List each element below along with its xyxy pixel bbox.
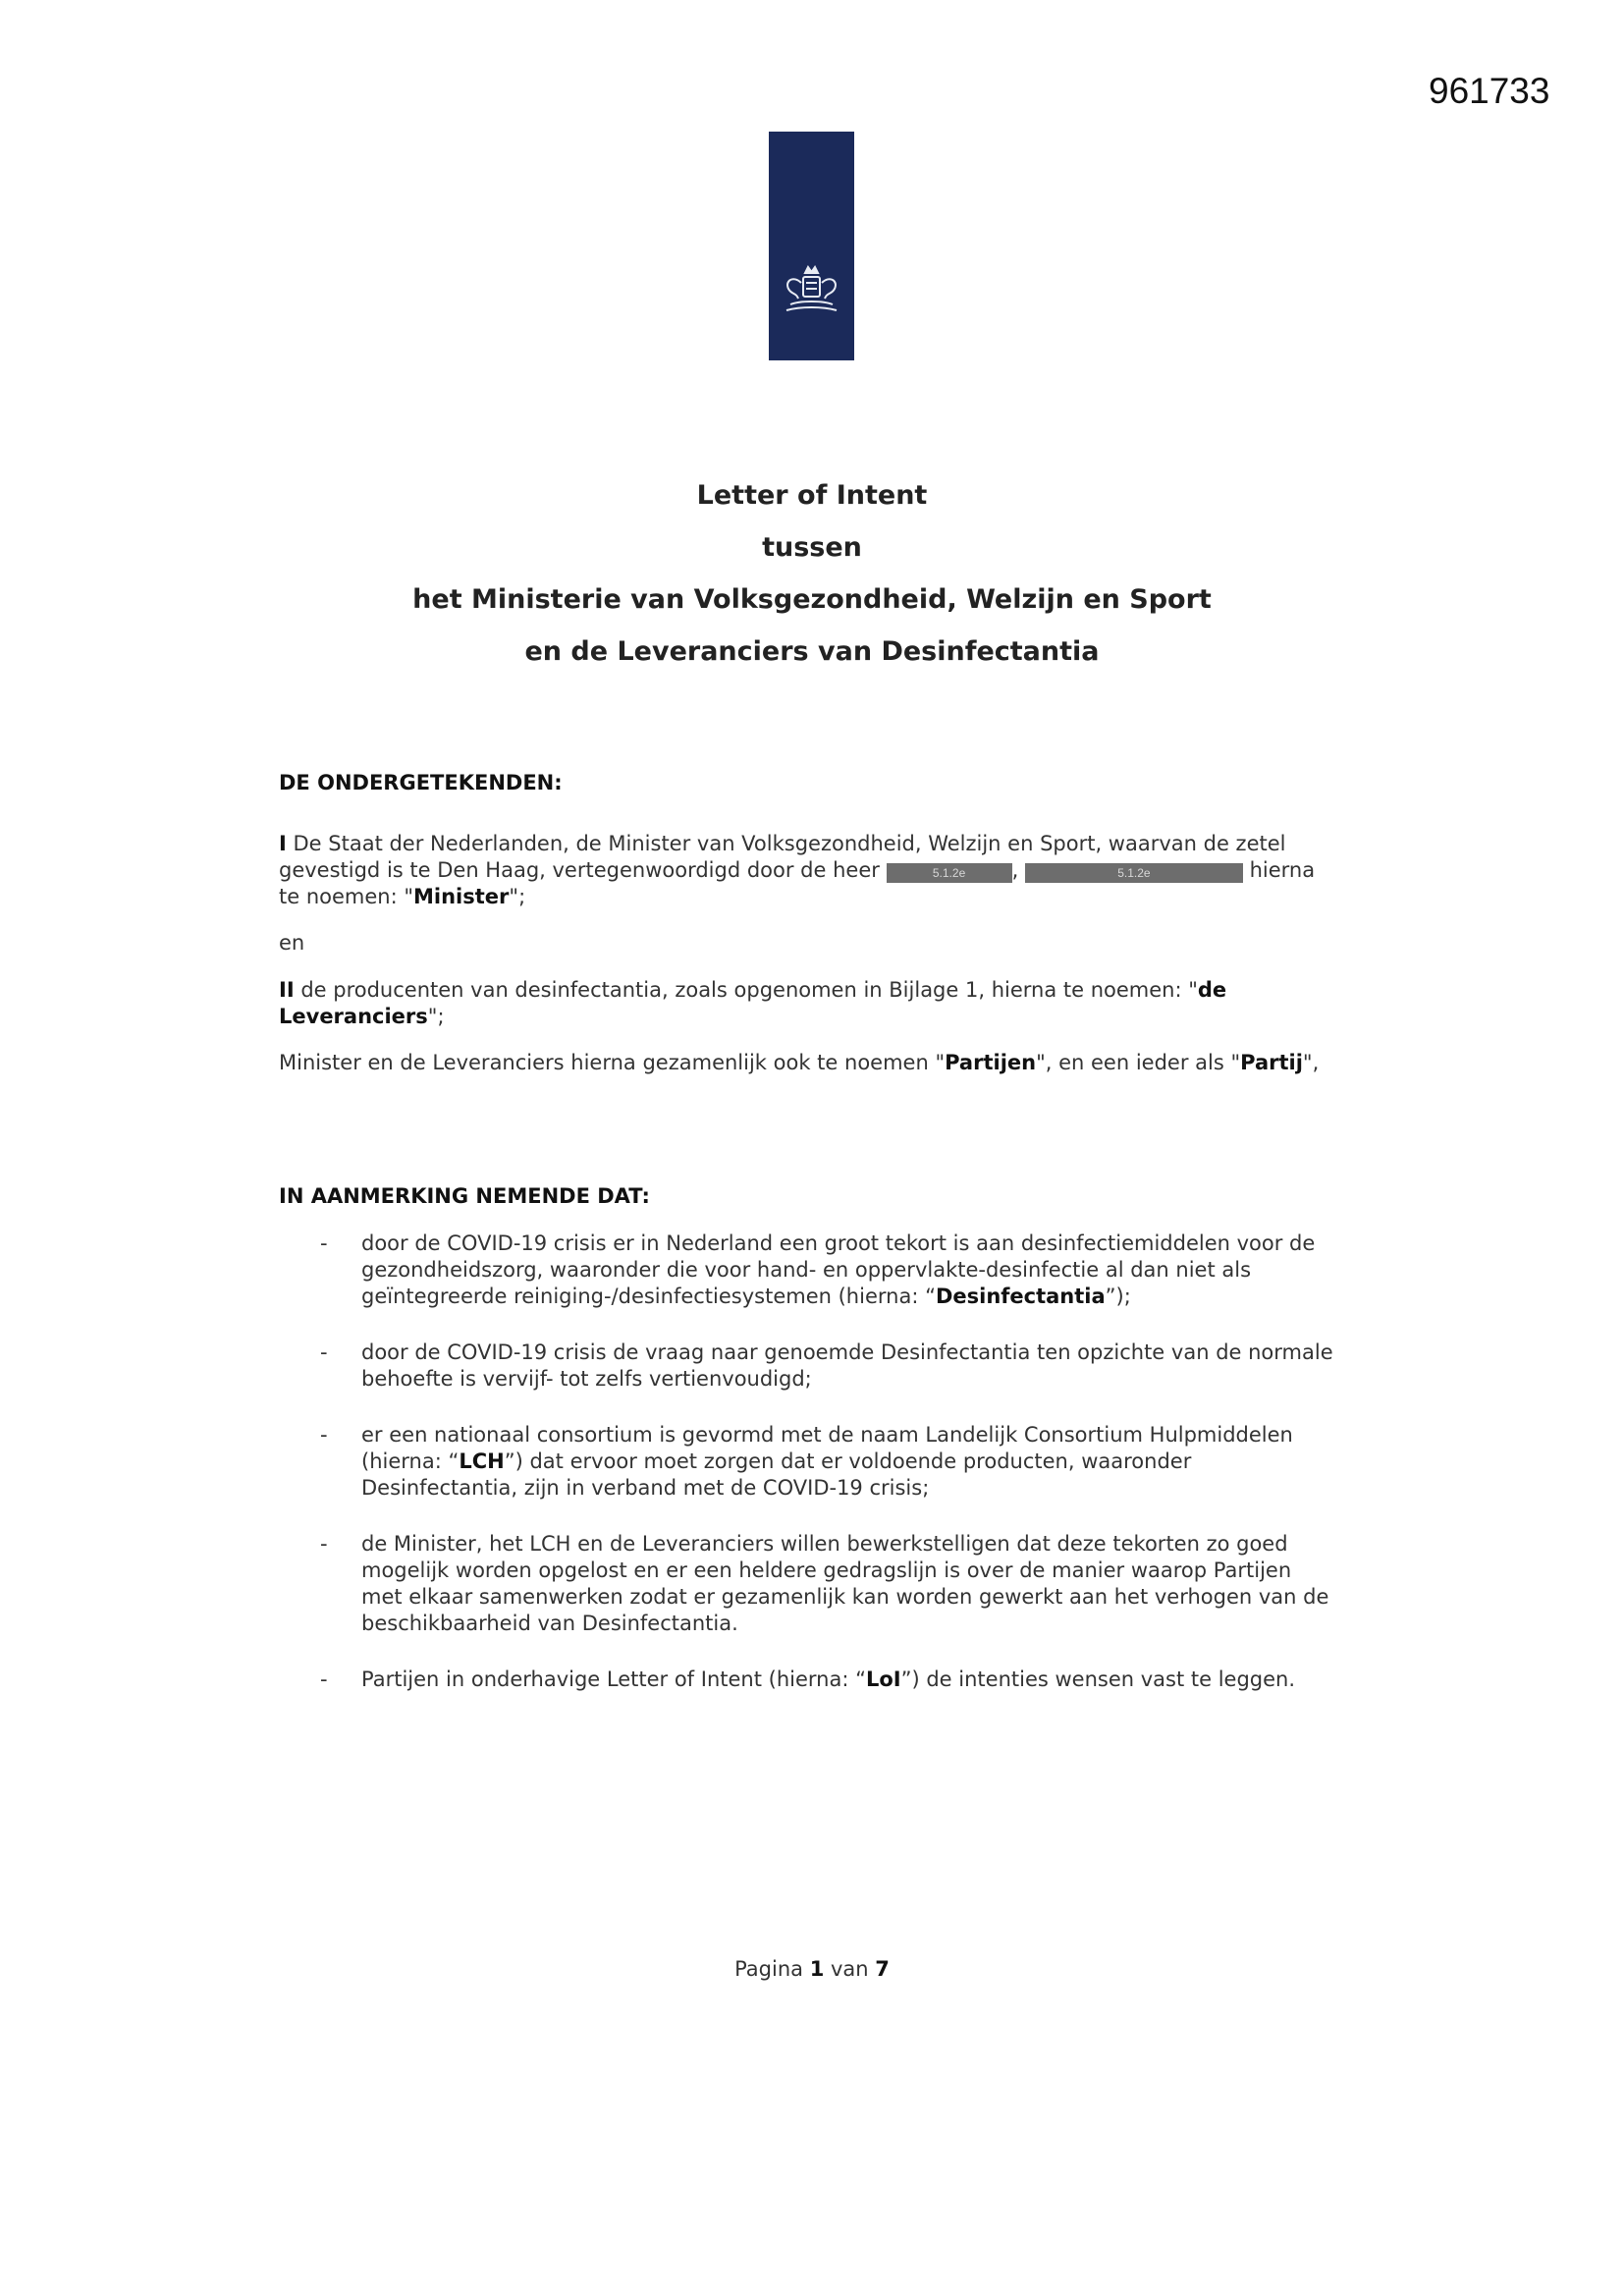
list-item	[279, 1667, 1334, 1693]
consideration-text: door de COVID-19 crisis de vraag naar genoemde Desinfectantia ten opzichte van de normale behoefte is vervijf- tot zelfs vertienvoudigd;	[361, 1340, 1333, 1391]
joint-end: ",	[1302, 1051, 1320, 1074]
list-dash: -	[320, 1231, 328, 1255]
redaction-box: 5.1.2e	[887, 863, 1012, 883]
list-item	[279, 1422, 1334, 1502]
document-title	[0, 469, 1624, 678]
list-dash: -	[320, 1532, 328, 1556]
footer-separator: van	[824, 1957, 876, 1981]
document-number: 961733	[1429, 71, 1550, 111]
list-dash: -	[320, 1423, 328, 1447]
list-dash: -	[320, 1667, 328, 1691]
defined-term-desinfectantia: Desinfectantia	[935, 1285, 1106, 1308]
party-1-text-2: hierna te noemen: "	[279, 858, 1316, 908]
consideration-text: er een nationaal consortium is gevormd met de naam Landelijk Consortium Hulpmiddelen (hierna: “	[361, 1423, 1293, 1473]
party-2-number: II	[279, 978, 295, 1002]
party-1-end: ";	[509, 885, 526, 908]
joint-text-2: ", en een ieder als "	[1036, 1051, 1241, 1074]
considerations-list	[279, 1230, 1334, 1693]
party-2-paragraph	[279, 977, 1334, 1030]
consideration-text: Partijen in onderhavige Letter of Intent (hierna: “	[361, 1667, 866, 1691]
consideration-end: ”) dat ervoor moet zorgen dat er voldoende producten, waaronder Desinfectantia, zijn in verband met de COVID-19 crisis;	[361, 1449, 1192, 1500]
joint-text: Minister en de Leveranciers hierna gezamenlijk ook te noemen "	[279, 1051, 946, 1074]
party-1-separator: ,	[1011, 858, 1025, 882]
consideration-text: de Minister, het LCH en de Leveranciers willen bewerkstelligen dat deze tekorten zo goed mogelijk worden opgelost en er een heldere gedragslijn is over de manier waarop Partijen met elkaar samenwerken zodat er gezamenlijk kan worden gewerkt aan het verhogen van de beschikbaarheid van Desinfectantia.	[361, 1532, 1329, 1635]
defined-term-lch: LCH	[459, 1449, 505, 1473]
party-2-end: ";	[427, 1005, 445, 1028]
party-2-defined-term: de Leveranciers	[279, 978, 1227, 1028]
consideration-end: ”);	[1105, 1285, 1131, 1308]
defined-term-partij: Partij	[1240, 1051, 1303, 1074]
list-item	[279, 1339, 1334, 1393]
party-2-text: de producenten van desinfectantia, zoals opgenomen in Bijlage 1, hierna te noemen: "	[294, 978, 1198, 1002]
title-line-4: en de Leveranciers van Desinfectantia	[524, 636, 1100, 667]
current-page-number: 1	[809, 1957, 825, 1981]
defined-term-partijen: Partijen	[945, 1051, 1037, 1074]
title-line-1: Letter of Intent	[696, 480, 928, 511]
title-line-3: het Ministerie van Volksgezondheid, Welzijn en Sport	[412, 584, 1212, 615]
title-line-2: tussen	[762, 532, 862, 563]
government-logo	[769, 132, 854, 360]
party-1-paragraph	[279, 831, 1334, 910]
total-page-count: 7	[875, 1957, 890, 1981]
conjunction-en: en	[279, 931, 305, 955]
document-body	[279, 770, 1334, 1693]
list-item	[279, 1531, 1334, 1637]
coat-of-arms-icon	[769, 263, 854, 322]
consideration-end: ”) de intenties wensen vast te leggen.	[900, 1667, 1296, 1691]
redaction-box: 5.1.2e	[1025, 863, 1243, 883]
joint-definition-paragraph	[279, 1050, 1334, 1076]
list-dash: -	[320, 1340, 328, 1364]
party-1-text: De Staat der Nederlanden, de Minister van Volksgezondheid, Welzijn en Sport, waarvan de zetel gevestigd is te Den Haag, vertegenwoordigd door de heer	[279, 832, 1286, 882]
parties-heading: DE ONDERGETEKENDEN:	[279, 771, 563, 794]
party-1-defined-term: Minister	[413, 885, 510, 908]
defined-term-loi: LoI	[865, 1667, 901, 1691]
list-item	[279, 1230, 1334, 1310]
considerations-heading: IN AANMERKING NEMENDE DAT:	[279, 1184, 650, 1208]
consideration-text: door de COVID-19 crisis er in Nederland een groot tekort is aan desinfectiemiddelen voor de gezondheidszorg, waaronder die voor hand- en oppervlakte-desinfectie al dan niet als geïntegreerde reiniging-/desinfectiesystemen (hierna: “	[361, 1231, 1316, 1308]
page-footer	[0, 1957, 1624, 1981]
footer-prefix: Pagina	[734, 1957, 810, 1981]
party-1-number: I	[279, 832, 287, 855]
